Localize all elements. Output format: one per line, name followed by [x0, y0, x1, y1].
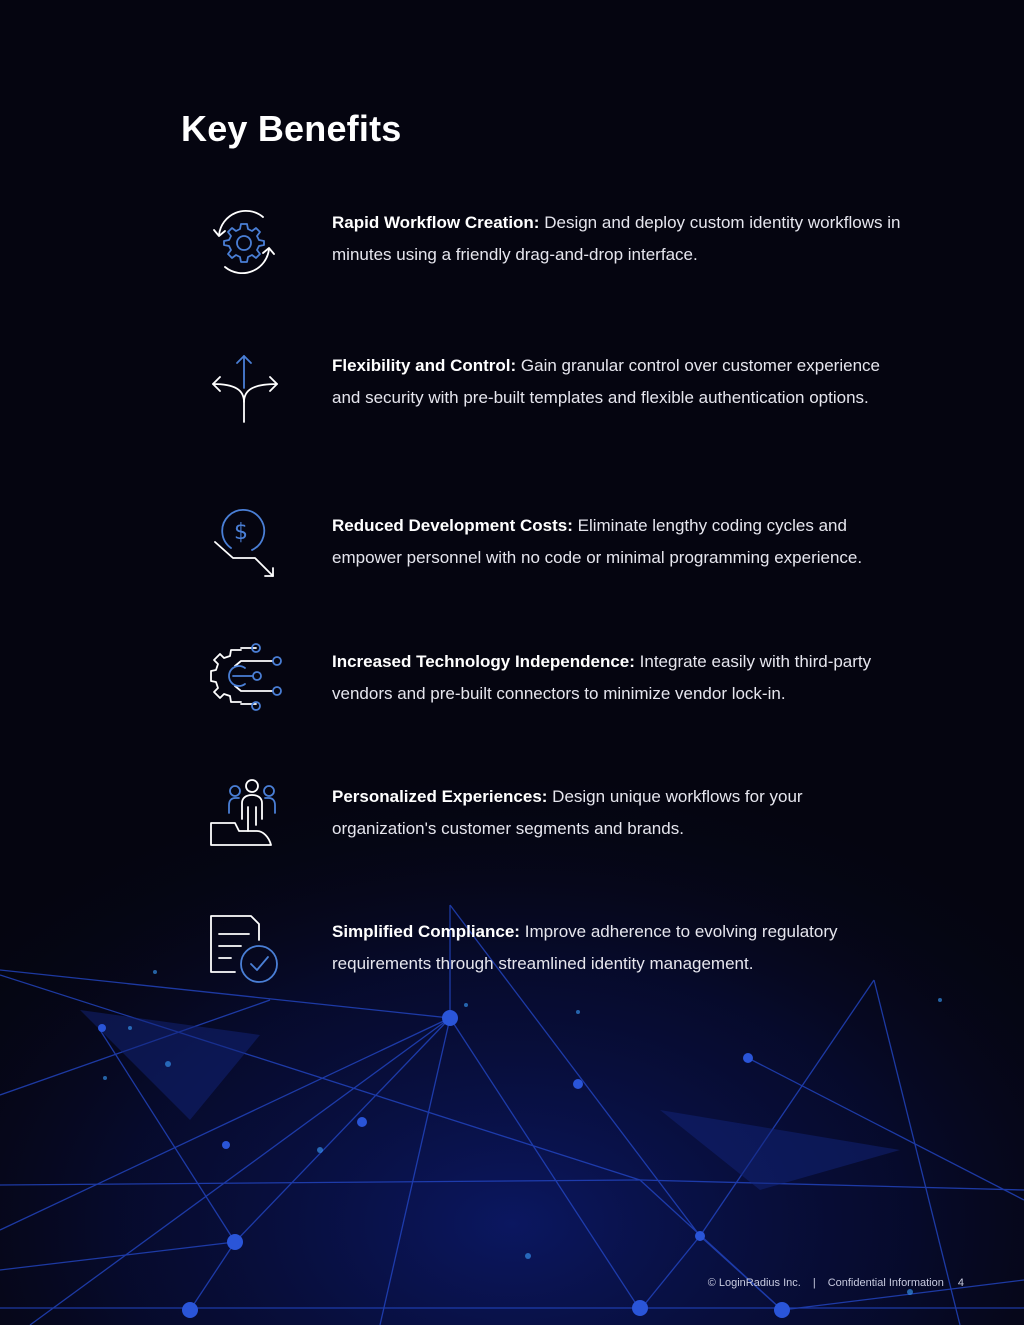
footer-page-number: 4	[957, 1277, 964, 1289]
gear-connectors-icon	[205, 642, 283, 720]
footer-copyright: © LoginRadius Inc.	[707, 1277, 801, 1289]
footer-separator: |	[812, 1277, 816, 1289]
people-hand-icon	[205, 777, 283, 855]
benefit-heading: Increased Technology Independence:	[332, 652, 635, 671]
benefit-text	[332, 350, 902, 414]
benefit-text	[332, 781, 902, 845]
benefit-text	[332, 207, 902, 271]
benefit-heading: Flexibility and Control:	[332, 356, 517, 375]
benefit-text	[332, 646, 902, 710]
benefit-body: Eliminate lengthy coding cycles and empower personnel with no code or minimal programming experience.	[332, 516, 863, 567]
benefit-heading: Reduced Development Costs:	[332, 516, 573, 535]
benefit-text	[332, 510, 902, 574]
page-title: Key Benefits	[181, 108, 402, 149]
benefit-body: Integrate easily with third-party vendors and pre-built connectors to minimize vendor lock-in.	[332, 652, 872, 703]
page-footer	[708, 1277, 964, 1289]
benefit-heading: Rapid Workflow Creation:	[332, 213, 540, 232]
benefit-heading: Simplified Compliance:	[332, 922, 520, 941]
svg-text:$: $	[234, 520, 248, 545]
dollar-down-arrow-icon	[205, 506, 283, 584]
benefit-body: Improve adherence to evolving regulatory requirements through streamlined identity management.	[332, 922, 838, 973]
gear-refresh-icon	[205, 203, 283, 281]
benefit-heading: Personalized Experiences:	[332, 787, 548, 806]
benefit-text	[332, 916, 902, 980]
document-check-icon	[205, 912, 283, 990]
benefit-body: Gain granular control over customer experience and security with pre-built templates and flexible authentication options.	[332, 356, 880, 407]
footer-confidential: Confidential Information	[827, 1277, 944, 1289]
benefit-body: Design and deploy custom identity workflows in minutes using a friendly drag-and-drop interface.	[332, 213, 901, 264]
benefit-body: Design unique workflows for your organization's customer segments and brands.	[332, 787, 803, 838]
branching-arrows-icon	[205, 346, 283, 424]
